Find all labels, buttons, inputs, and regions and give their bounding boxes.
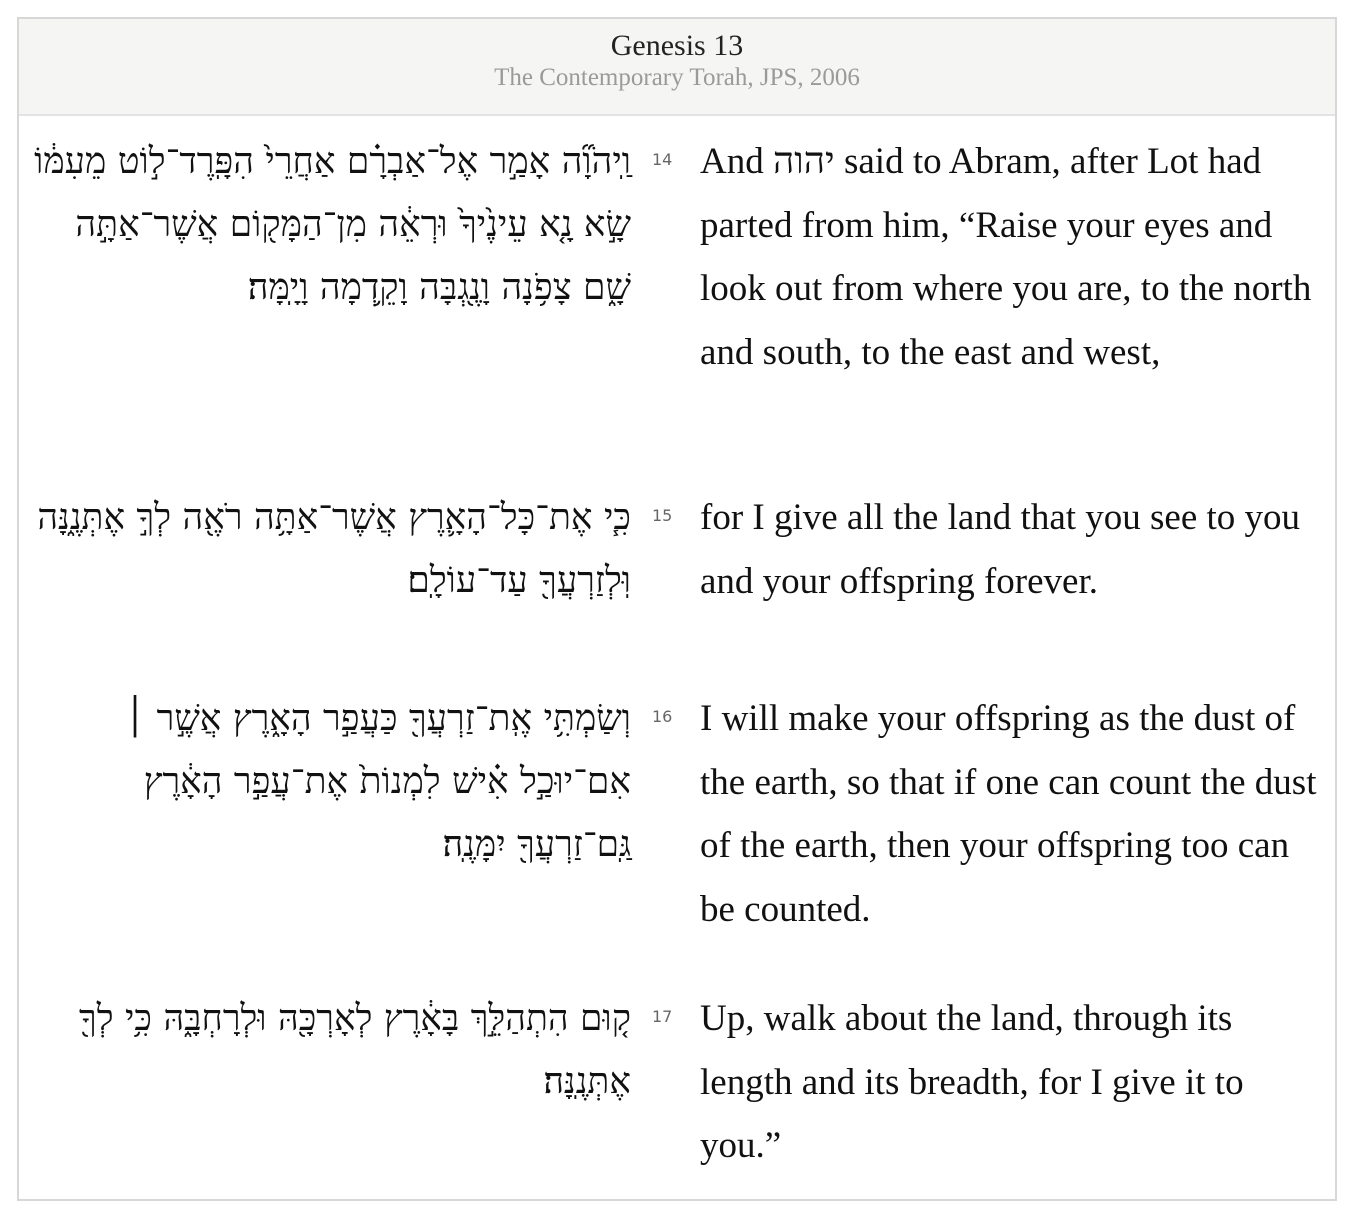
translation-source: The Contemporary Torah, JPS, 2006 <box>494 64 860 91</box>
hebrew-verse-text: כִּ֧י אֶת־כָּל־הָאָ֛רֶץ אֲשֶׁר־אַתָּ֥ה רֹאֶ֖ה לְךָ֣ אֶתְּנֶ֑נָּה וּֽלְזַרְעֲךָ֖ עַד־עוֹלָֽם׃ <box>37 497 631 601</box>
verse-number: 15 <box>652 506 673 525</box>
passage-header <box>19 19 1335 116</box>
verse-number: 14 <box>652 150 673 169</box>
english-verse-text: Up, walk about the land, through its length and its breadth, for I give it to you.” <box>700 998 1244 1166</box>
hebrew-verse-text: ק֚וּם הִתְהַלֵּ֣ךְ בָּאָ֔רֶץ לְאָרְכָּ֖הּ וּלְרָחְבָּ֑הּ כִּ֥י לְךָ֖ אֶתְּנֶֽנָּה׃ <box>79 998 631 1102</box>
verse-number: 17 <box>652 1007 673 1026</box>
chapter-title: Genesis 13 <box>610 29 744 62</box>
verse-number: 16 <box>652 707 673 726</box>
passage-panel <box>17 17 1337 1201</box>
hebrew-verse-text: וַֽיהֹוָ֞ה אָמַ֣ר אֶל־אַבְרָ֗ם אַחֲרֵי֙ הִפָּֽרֶד־ל֣וֹט מֵעִמּ֔וֹ שָׂ֣א נָ֤א עֵינֶ֙יךָ֙ וּרְאֵ֔ה מִן־הַמָּק֖וֹם אֲשֶׁר־אַתָּ֣ה שָׁ֑ם צָפֹ֥נָה וָנֶ֖גְבָּה וָקֵ֥דְמָה וָיָֽמָּה׃ <box>34 141 631 308</box>
english-verse-text: I will make your offspring as the dust of the earth, so that if one can count the dust of the earth, then your offspring too can be counted. <box>700 698 1317 930</box>
hebrew-verse-text: וְשַׂמְתִּ֥י אֶֽת־זַרְעֲךָ֖ כַּעֲפַ֣ר הָאָ֑רֶץ אֲשֶׁ֣ר ׀ אִם־יוּכַ֣ל אִ֗ישׁ לִמְנוֹת֙ אֶת־עֲפַ֣ר הָאָ֔רֶץ גַּֽם־זַרְעֲךָ֖ יִמָּנֶֽה׃ <box>124 698 631 865</box>
english-verse-text: for I give all the land that you see to you and your offspring forever. <box>700 497 1301 602</box>
english-verse-text: And יהוה said to Abram, after Lot had parted from him, “Raise your eyes and look out from where you are, to the north and south, to the east and west, <box>700 141 1312 373</box>
